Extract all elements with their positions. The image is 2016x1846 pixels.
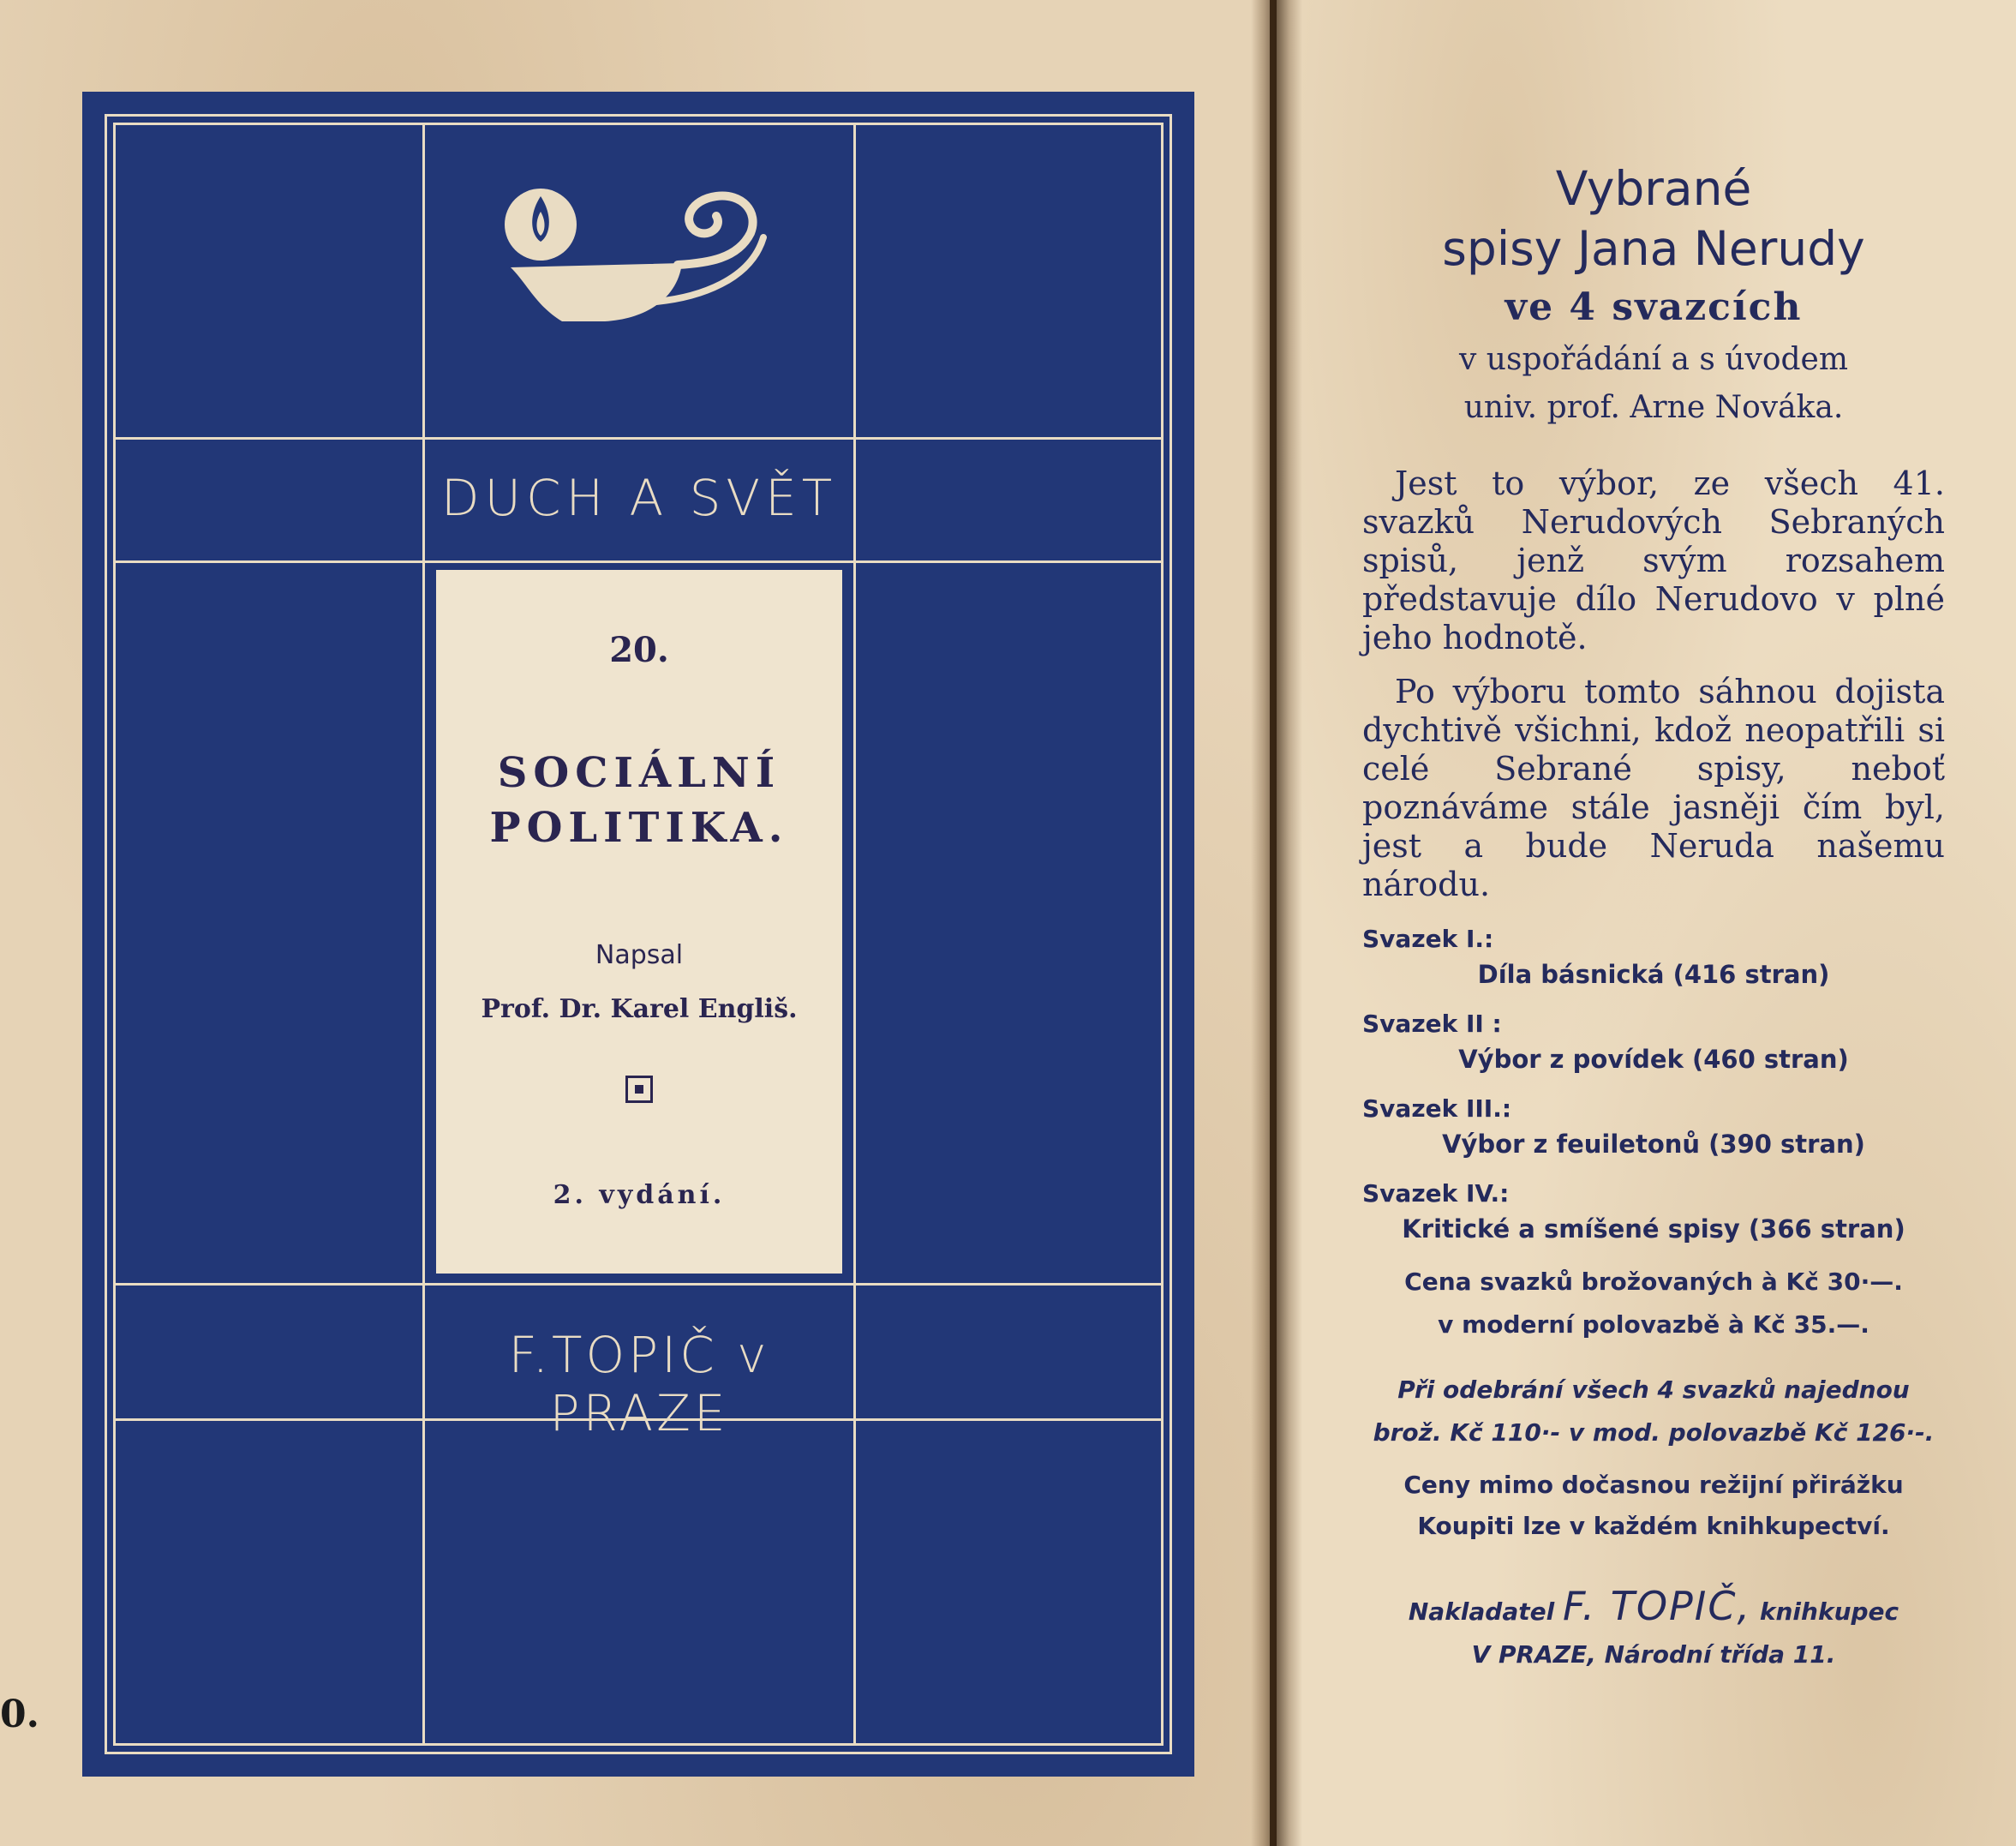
ad-volumes-count: ve 4 svazcích (1505, 285, 1803, 329)
volume-title: Výbor z povídek (460 stran) (1458, 1045, 1849, 1074)
ad-editor (1362, 336, 1945, 432)
imprint-line-1 (1362, 1585, 1945, 1633)
author-name: Prof. Dr. Karel Engliš. (481, 994, 798, 1024)
byline: Napsal (595, 940, 684, 970)
price-note (1362, 1465, 1945, 1547)
price-info (1362, 1261, 1945, 1346)
price-line-2: v moderní polovazbě à Kč 35.—. (1438, 1310, 1869, 1339)
note-line-1: Ceny mimo dočasnou režijní přirážku (1403, 1471, 1904, 1499)
volume-label: Svazek IV.: (1362, 1179, 1510, 1208)
volume-entry (1362, 1094, 1945, 1159)
ad-editor-line1: v uspořádání a s úvodem (1459, 342, 1848, 377)
ad-paragraph-1: Jest to výbor, ze všech 41. svazků Nerudových Sebraných spisů, jenž svým rozsahem představuje dílo Nerudovo v plné jeho hodnotě. (1362, 464, 1945, 656)
volume-label: Svazek II : (1362, 1010, 1502, 1038)
cover-label (436, 570, 842, 1274)
volume-label: Svazek III.: (1362, 1094, 1512, 1123)
offer-line-2: brož. Kč 110·- v mod. polovazbě Kč 126·-. (1373, 1418, 1935, 1447)
offer-line-1: Při odebrání všech 4 svazků najednou (1397, 1376, 1910, 1404)
series-title: DUCH A SVĚT (440, 469, 838, 527)
volume-number: 20. (609, 630, 669, 670)
edge-mark: 0. (0, 1693, 39, 1736)
publisher-imprint (1362, 1585, 1945, 1676)
square-ornament-icon (625, 1076, 653, 1103)
volume-entry (1362, 1010, 1945, 1074)
imprint-address: V PRAZE, Národní třída 11. (1471, 1640, 1836, 1669)
ad-title-line1: Vybrané (1555, 161, 1752, 216)
ad-editor-line2: univ. prof. Arne Nováka. (1463, 390, 1844, 425)
book-spine (1251, 0, 1302, 1846)
cover-publisher: F.TOPIČ v PRAZE (508, 1326, 770, 1442)
ad-paragraph-2: Po výboru tomto sáhnou dojista dychtivě všichni, kdož neopatřili si celé Sebrané spisy, neboť poznáváme stále jasněji čím byl, jest a bude Neruda našemu národu. (1362, 673, 1945, 903)
grid-line-vertical (853, 123, 856, 1743)
ad-text-block (1362, 159, 1945, 1676)
edition-label: 2. vydání. (553, 1180, 726, 1210)
grid-line-horizontal (113, 437, 1161, 440)
grid-line-horizontal (113, 560, 1161, 563)
grid-line-vertical (422, 123, 425, 1743)
ad-title-line2: spisy Jana Nerudy (1442, 221, 1865, 276)
imprint-name: F. TOPIČ, (1562, 1583, 1752, 1629)
note-line-2: Koupiti lze v každém knihkupectví. (1417, 1512, 1890, 1540)
oil-lamp-icon (502, 177, 793, 349)
volume-entry (1362, 1179, 1945, 1244)
imprint-prefix: Nakladatel (1408, 1597, 1555, 1626)
book-title-line1: SOCIÁLNÍ (497, 749, 781, 797)
bundle-offer (1362, 1369, 1945, 1454)
grid-line-horizontal (113, 1283, 1161, 1286)
book-title-line2: POLITIKA. (489, 804, 789, 852)
volume-label: Svazek I.: (1362, 925, 1494, 953)
ad-title (1362, 159, 1945, 279)
volume-title: Výbor z feuiletonů (390 stran) (1442, 1130, 1865, 1159)
volume-entry (1362, 925, 1945, 989)
price-line-1: Cena svazků brožovaných à Kč 30·—. (1404, 1268, 1903, 1296)
book-title (436, 746, 842, 855)
imprint-suffix: knihkupec (1759, 1597, 1899, 1626)
volume-title: Díla básnická (416 stran) (1477, 960, 1830, 989)
volume-title: Kritické a smíšené spisy (366 stran) (1402, 1214, 1905, 1244)
